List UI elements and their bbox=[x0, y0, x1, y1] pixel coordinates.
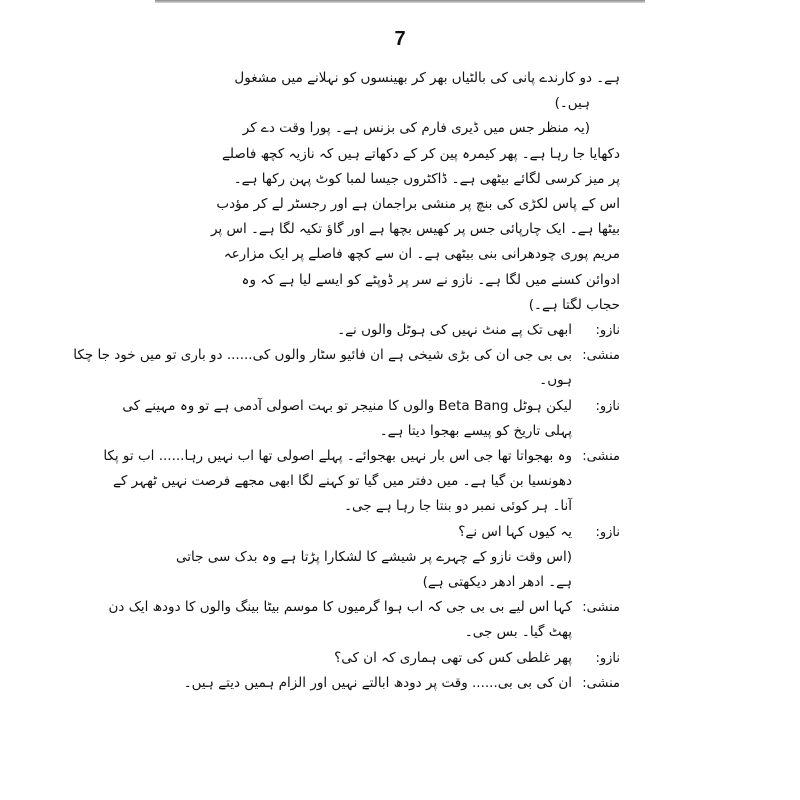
speech bbox=[200, 646, 572, 671]
dialogue-line bbox=[108, 595, 620, 645]
dialogue-line bbox=[73, 343, 620, 393]
text-line: لیکن ہوٹل Beta Bang والوں کا منیجر تو بہت اصولی آدمی ہے تو وہ مہینے کی bbox=[122, 397, 572, 414]
page-number: 7 bbox=[394, 28, 406, 50]
text-line: بیٹھا ہے۔ ایک چارپائی جس پر کھیس بچھا ہے اور گاؤ تکیہ لگا ہے۔ اس پر bbox=[210, 221, 620, 238]
speech bbox=[200, 318, 572, 343]
text-line: ابھی تک پے منٹ نہیں کی ہوٹل والوں نے۔ bbox=[337, 322, 572, 339]
speaker-label: منشی: bbox=[582, 348, 620, 364]
dialogue-line bbox=[122, 394, 620, 444]
speaker-label: منشی: bbox=[582, 449, 620, 465]
text-line: (اس وقت نازو کے چہرے پر شیشے کا لشکارا پڑتا ہے وہ بدک سی جاتی bbox=[175, 548, 572, 565]
text-line: پھر غلطی کس کی تھی ہماری کہ ان کی؟ bbox=[334, 649, 572, 666]
page-top-edge bbox=[155, 0, 645, 3]
text-line: اس کے پاس لکڑی کی بنچ پر منشی براجمان ہے اور رجسٹر لے کر مؤدب bbox=[216, 196, 620, 213]
dialogue-line bbox=[200, 520, 620, 545]
stage-direction bbox=[200, 116, 620, 318]
text-line: ہوں۔ bbox=[539, 372, 572, 389]
speech bbox=[184, 671, 572, 696]
text-line: یہ کیوں کہا اس نے؟ bbox=[458, 523, 572, 540]
speech bbox=[103, 444, 572, 520]
page-body bbox=[73, 66, 620, 696]
text-line: ہیں۔) bbox=[554, 95, 590, 112]
text-line: مریم پوری چودھرانی بنی بیٹھی ہے۔ ان سے کچھ فاصلے پر ایک مزارعہ bbox=[223, 246, 620, 263]
speaker-label: نازو: bbox=[595, 524, 620, 540]
stage-direction-inline bbox=[175, 545, 620, 595]
speaker-label: منشی: bbox=[582, 675, 620, 691]
text-line: پر میز کرسی لگائے بیٹھی ہے۔ ڈاکٹروں جیسا لمبا کوٹ پہن رکھا ہے۔ bbox=[233, 170, 620, 187]
speech bbox=[200, 520, 572, 545]
text-line: حجاب لگتا ہے۔) bbox=[528, 296, 620, 313]
text-line: ان کی بی بی...... وقت پر دودھ ابالتے نہیں اور الزام ہمیں دیتے ہیں۔ bbox=[183, 674, 572, 691]
text-line: پھٹ گیا۔ بس جی۔ bbox=[464, 624, 572, 641]
stage-direction-continued bbox=[200, 66, 620, 116]
text-line: (یہ منظر جس میں ڈیری فارم کی بزنس ہے۔ پورا وقت دے کر bbox=[242, 120, 590, 137]
text-line: بی بی جی ان کی بڑی شیخی ہے ان فائیو سٹار والوں کی...... دو باری تو میں خود جا چکا bbox=[73, 347, 572, 364]
text-line: وہ بھجواتا تھا جی اس بار نہیں بھجوائے۔ پہلے اصولی تھا اب نہیں رہا...... اب تو پکا bbox=[103, 448, 572, 465]
speech bbox=[122, 394, 572, 444]
text-line: دھونسیا بن گیا ہے۔ میں دفتر میں گیا تو کہنے لگا ابھی مجھے فرصت نہیں ٹھہر کے bbox=[112, 473, 572, 490]
text-line: ہے۔ دو کارندے پانی کی بالٹیاں بھر کر بھینسوں کو نہلانے میں مشغول bbox=[234, 70, 620, 86]
dialogue-line bbox=[200, 646, 620, 671]
text-line: ادوائن کسنے میں لگا ہے۔ نازو نے سر پر ڈوپٹے کو ایسے لیا ہے کہ وہ bbox=[241, 271, 620, 288]
speaker-label: نازو: bbox=[595, 398, 620, 414]
text-line: دکھایا جا رہا ہے۔ پھر کیمرہ پین کر کے دکھاتے ہیں کہ نازیہ کچھ فاصلے bbox=[221, 145, 620, 162]
text-line: کہا اس لیے بی بی جی کہ اب ہوا گرمیوں کا موسم بیٹا بینگ والوں کا دودھ ایک دن bbox=[108, 599, 572, 616]
speech bbox=[109, 595, 572, 645]
speaker-label: منشی: bbox=[582, 600, 620, 616]
speech bbox=[176, 545, 572, 595]
speaker-label: نازو: bbox=[595, 323, 620, 339]
speech bbox=[73, 343, 572, 393]
dialogue-line bbox=[200, 318, 620, 343]
dialogue-line bbox=[183, 671, 620, 696]
text-line: آنا۔ ہر کوئی نمبر دو بنتا جا رہا ہے جی۔ bbox=[344, 498, 572, 515]
text-line: ہے۔ ادھر ادھر دیکھتی ہے) bbox=[422, 574, 572, 591]
text-line: پہلی تاریخ کو پیسے بھجوا دیتا ہے۔ bbox=[379, 422, 572, 439]
dialogue-line bbox=[103, 444, 620, 520]
speaker-label: نازو: bbox=[595, 650, 620, 666]
